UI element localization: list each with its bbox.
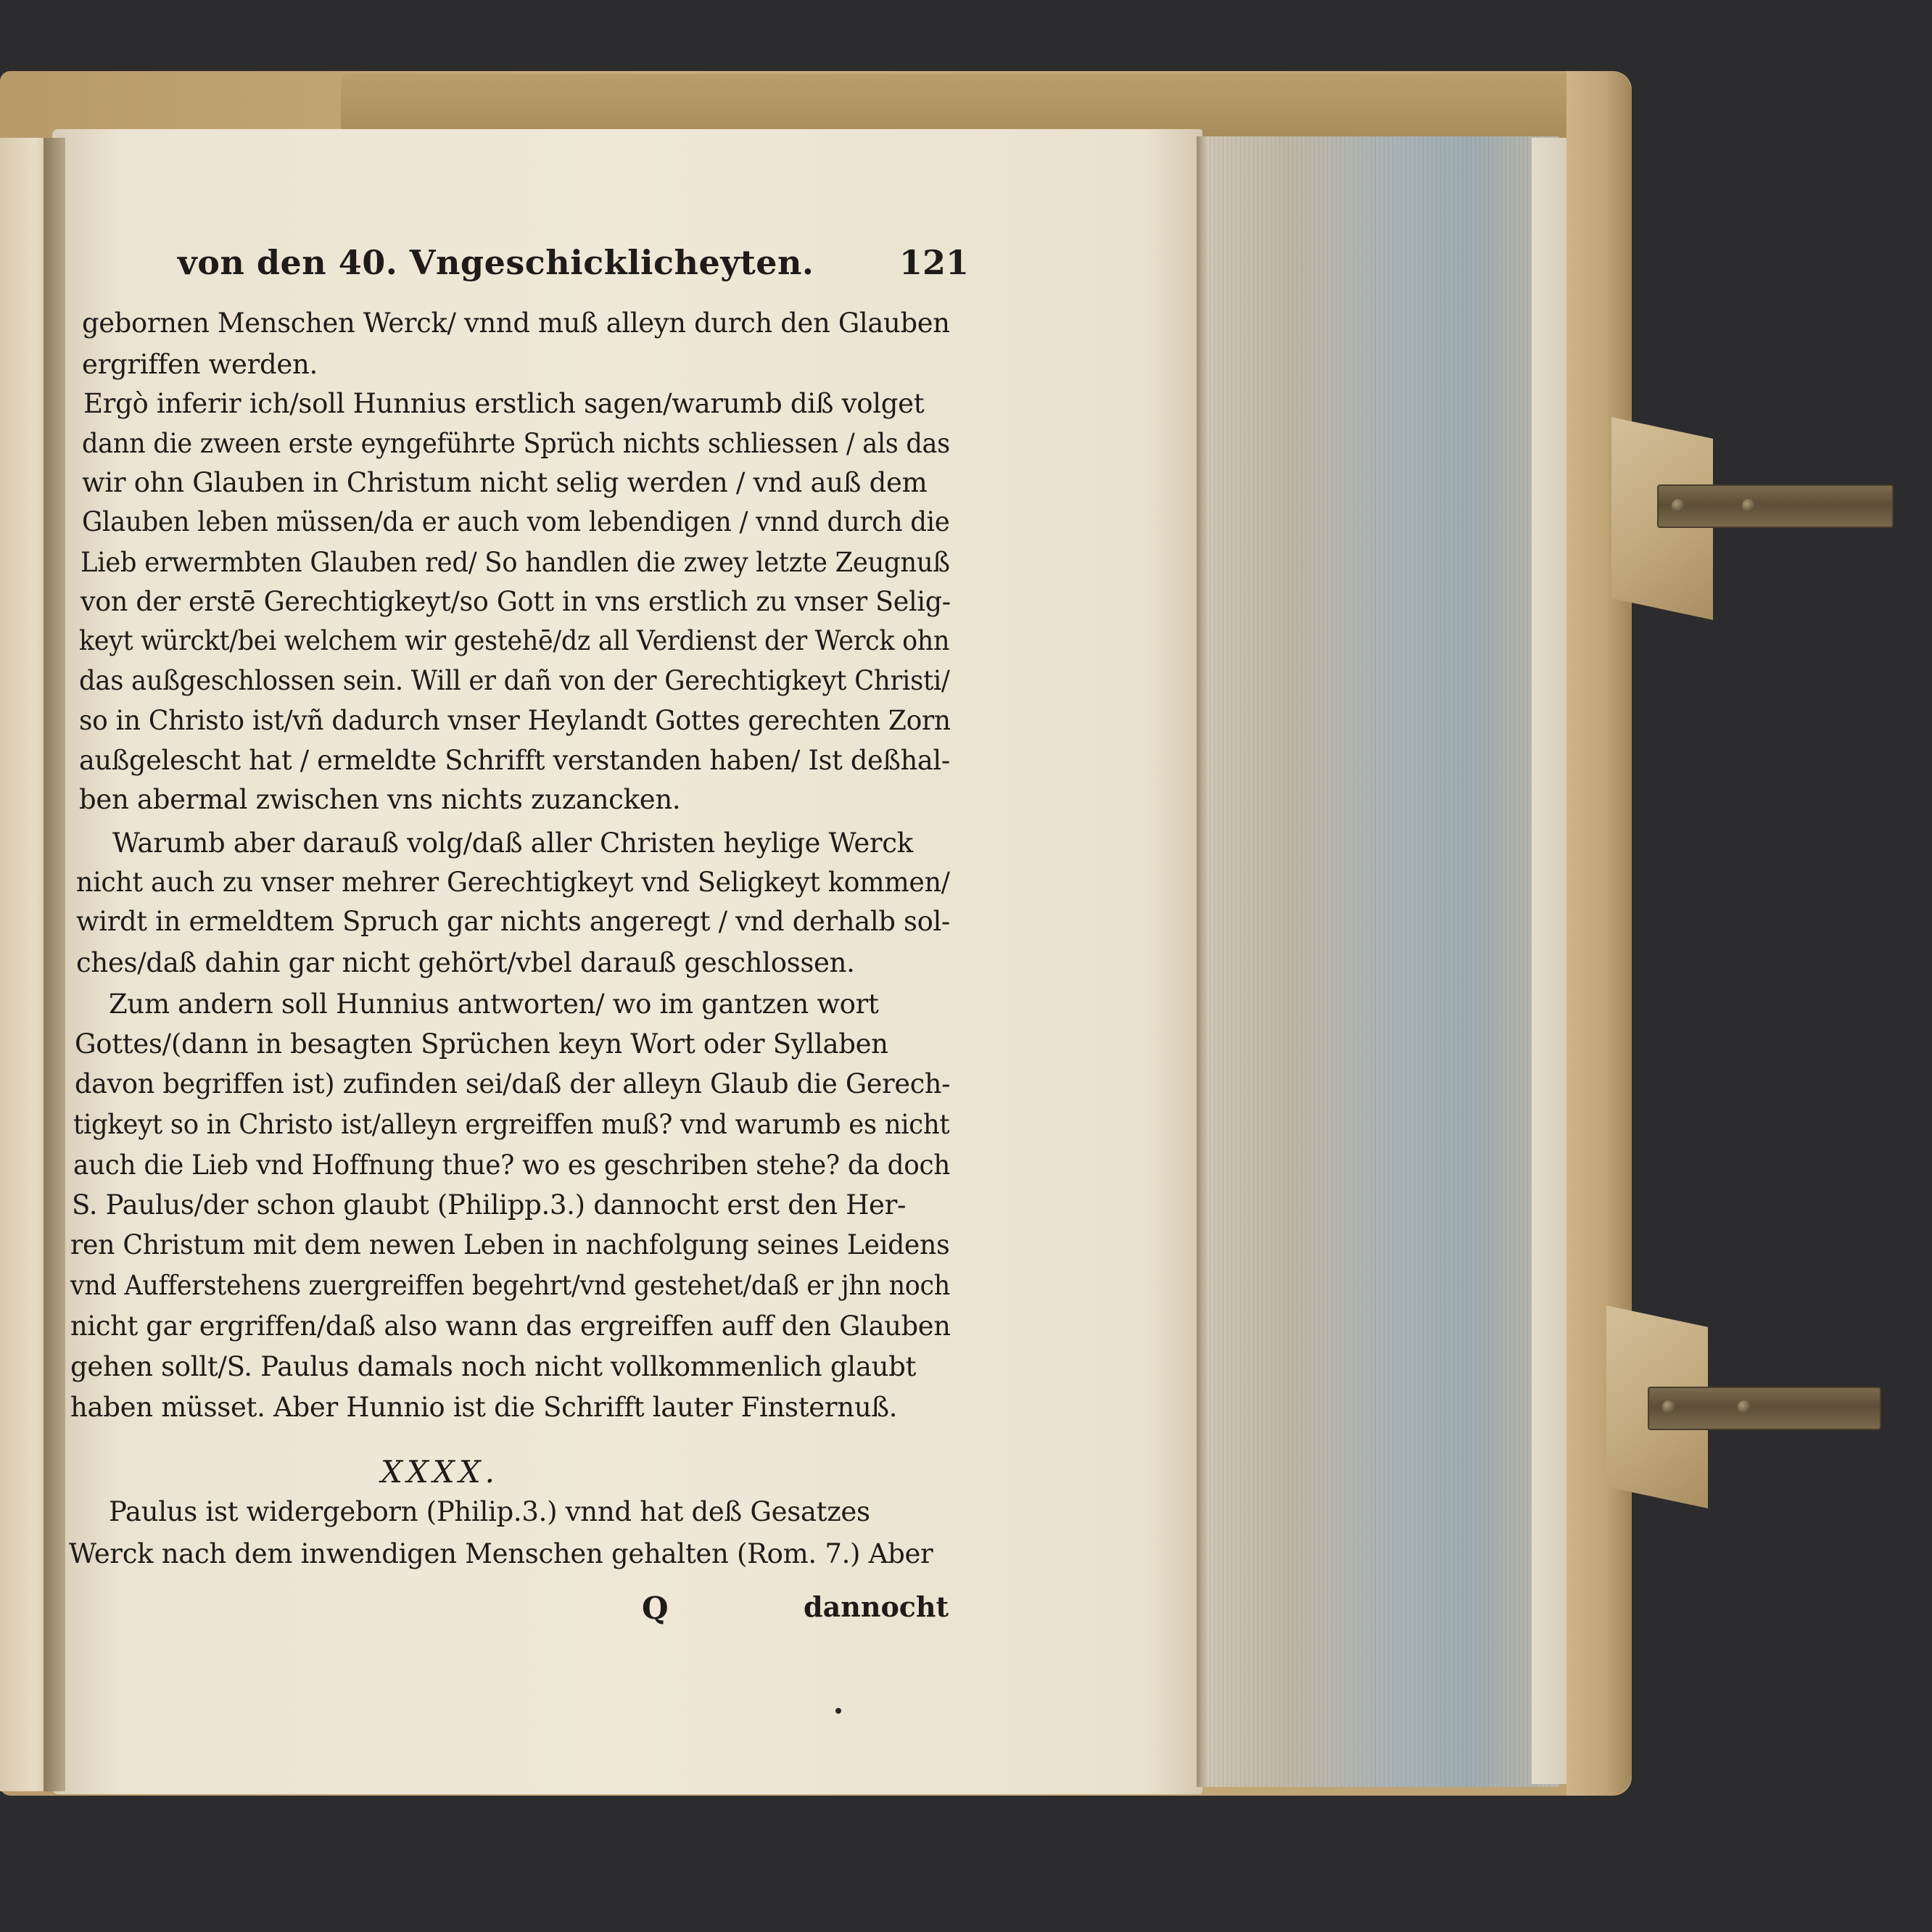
body-line: Lieb erwermbten Glauben red/ So handlen die zwey letzte Zeugnuß [80,547,950,578]
body-line: Zum andern soll Hunnius antworten/ wo im gantzen wort [109,988,879,1020]
body-line: Ergò inferir ich/soll Hunnius erstlich sagen/warumb diß volget [83,388,925,419]
section-line: Paulus ist widergeborn (Philip.3.) vnnd hat deß Gesatzes [109,1496,870,1527]
body-line: Gottes/(dann in besagten Sprüchen keyn Wort oder Syllaben [75,1028,888,1060]
section-heading: XXXX. [381,1454,499,1490]
body-line: gehen sollt/S. Paulus damals noch nicht vollkommenlich glaubt [70,1351,917,1382]
body-line: wir ohn Glauben in Christum nicht selig werden / vnd auß dem [82,467,928,498]
body-line: Glauben leben müssen/da er auch vom lebendigen / vnnd durch die [82,506,950,537]
body-line: auch die Lieb vnd Hoffnung thue? wo es geschriben stehe? da doch [73,1149,951,1181]
body-line: ben abermal zwischen vns nichts zuzancken. [79,784,681,815]
body-line: nicht auch zu vnser mehrer Gerechtigkeyt vnd Seligkeyt kommen/ [76,867,950,898]
signature-mark: Q [642,1590,669,1626]
body-line: nicht gar ergriffen/daß also wann das ergreiffen auff den Glauben [70,1310,951,1342]
body-line: S. Paulus/der schon glaubt (Philipp.3.) dannocht erst den Her- [72,1189,907,1221]
body-line: Warumb aber darauß volg/daß aller Christen heylige Werck [112,827,913,859]
body-line: haben müsset. Aber Hunnio ist die Schrifft lauter Finsternuß. [70,1392,898,1423]
body-line: davon begriffen ist) zufinden sei/daß der alleyn Glaub die Gerech- [75,1068,951,1099]
body-line: von der erstē Gerechtigkeyt/so Gott in vns erstlich zu vnser Selig- [80,586,951,617]
body-line: ergriffen werden. [82,349,318,380]
page-number: 121 [899,243,970,282]
section-line: Werck nach dem inwendigen Menschen gehalten (Rom. 7.) Aber [69,1538,933,1569]
catchword: dannocht [804,1590,949,1623]
body-line: ren Christum mit dem newen Leben in nachfolgung seines Leidens [70,1229,950,1260]
body-line: so in Christo ist/vñ dadurch vnser Heylandt Gottes gerechten Zorn [79,705,951,736]
body-line: tigkeyt so in Christo ist/alleyn ergreiffen muß? vnd warumb es nicht [73,1109,950,1140]
body-line: das außgeschlossen sein. Will er dañ von der Gerechtigkeyt Christi/ [79,665,950,696]
running-header: von den 40. Vngeschicklicheyten. [178,243,814,282]
body-line: außgelescht hat / ermeldte Schrifft verstanden haben/ Ist deßhal- [79,745,950,776]
body-line: wirdt in ermeldtem Spruch gar nichts angeregt / vnd derhalb sol- [76,906,951,937]
ink-dot [835,1708,841,1714]
body-line: vnd Aufferstehens zuergreiffen begehrt/vnd gestehet/daß er jhn noch [70,1270,950,1301]
body-line: gebornen Menschen Werck/ vnnd muß alleyn durch den Glauben [82,307,950,339]
body-line: dann die zween erste eyngeführte Sprüch nichts schliessen / als das [82,428,950,459]
body-line: keyt würckt/bei welchem wir gestehē/dz all Verdienst der Werck ohn [79,625,950,656]
body-line: ches/daß dahin gar nicht gehört/vbel darauß geschlossen. [76,947,855,978]
